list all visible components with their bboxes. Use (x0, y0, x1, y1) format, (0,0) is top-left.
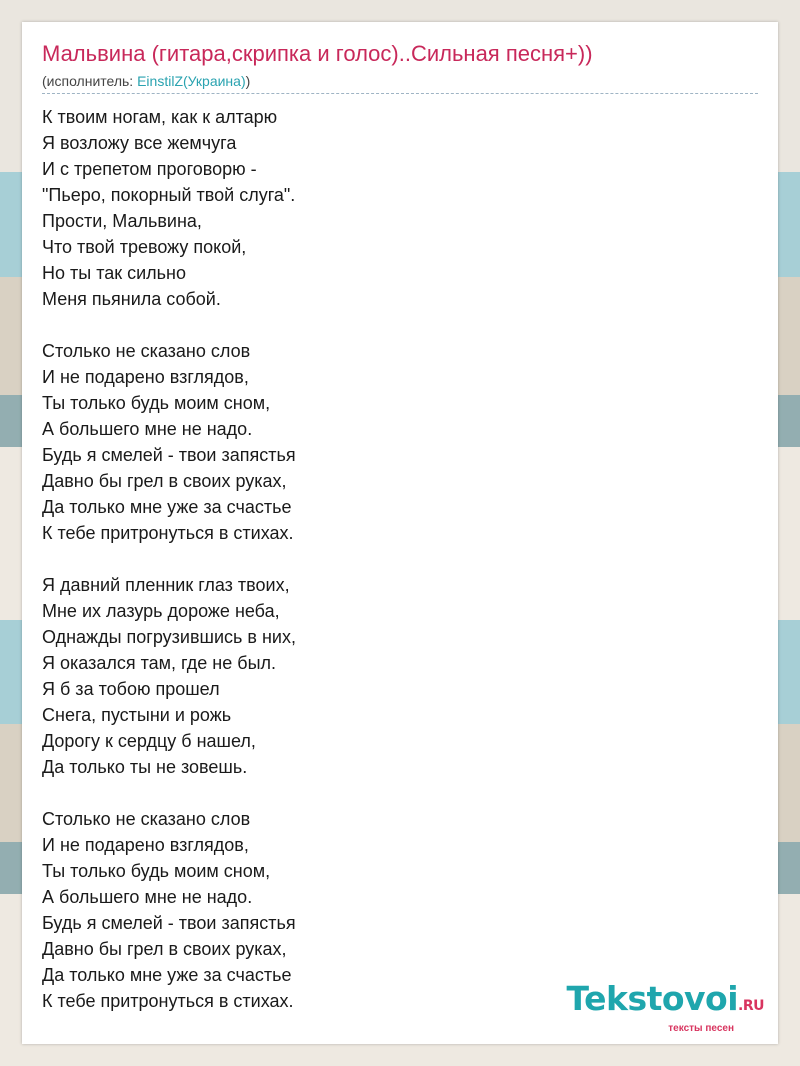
song-title: Мальвина (гитара,скрипка и голос)..Сильная песня+)) (42, 41, 593, 66)
lyric-line: Но ты так сильно (42, 263, 187, 283)
lyric-line: Снега, пустыни и рожь (42, 705, 232, 725)
lyric-line: Ты только будь моим сном, (42, 393, 271, 413)
lyric-line: Мне их лазурь дороже неба, (42, 601, 280, 621)
title-divider (42, 93, 758, 94)
lyric-line: Ты только будь моим сном, (42, 861, 271, 881)
lyric-line: Дорогу к сердцу б нашел, (42, 731, 256, 751)
lyric-line: Что твой тревожу покой, (42, 237, 247, 257)
lyric-line: Столько не сказано слов (42, 341, 251, 361)
artist-suffix: ) (245, 73, 251, 89)
stanza (42, 572, 742, 780)
artist-prefix: (исполнитель: (42, 73, 138, 89)
lyric-line: Да только мне уже за счастье (42, 497, 292, 517)
lyric-line: И с трепетом проговорю - (42, 159, 257, 179)
lyric-line: А большего мне не надо. (42, 419, 253, 439)
lyric-line: "Пьеро, покорный твой слуга". (42, 185, 296, 205)
lyric-line: И не подарено взглядов, (42, 835, 249, 855)
artist-link[interactable]: EinstilZ(Украина) (137, 73, 246, 89)
lyric-line: К тебе притронуться в стихах. (42, 523, 294, 543)
lyrics-card (22, 22, 778, 1044)
lyric-line: Давно бы грел в своих руках, (42, 471, 287, 491)
lyric-line: Я оказался там, где не был. (42, 653, 277, 673)
lyric-line: И не подарено взглядов, (42, 367, 249, 387)
lyric-line: Будь я смелей - твои запястья (42, 445, 296, 465)
logo-tagline: тексты песен (668, 1023, 734, 1034)
lyric-line: К твоим ногам, как к алтарю (42, 107, 278, 127)
logo-tld: .RU (738, 998, 764, 1014)
lyric-line: Давно бы грел в своих руках, (42, 939, 287, 959)
logo-wordmark (566, 979, 764, 1023)
lyric-line: Однажды погрузившись в них, (42, 627, 296, 647)
artist-line (42, 72, 250, 90)
site-logo[interactable] (566, 979, 764, 1034)
lyric-line: Да только мне уже за счастье (42, 965, 292, 985)
lyric-line: Меня пьянила собой. (42, 289, 221, 309)
lyric-line: Я возложу все жемчуга (42, 133, 237, 153)
lyric-line: Я б за тобою прошел (42, 679, 220, 699)
stanza (42, 338, 742, 546)
lyric-line: Будь я смелей - твои запястья (42, 913, 296, 933)
stanza (42, 104, 742, 312)
lyric-line: Я давний пленник глаз твоих, (42, 575, 290, 595)
lyric-line: К тебе притронуться в стихах. (42, 991, 294, 1011)
lyric-line: Прости, Мальвина, (42, 211, 202, 231)
logo-main-text: Tekstovoi (566, 979, 739, 1018)
lyric-line: Да только ты не зовешь. (42, 757, 248, 777)
lyrics-body (42, 104, 742, 1040)
lyric-line: Столько не сказано слов (42, 809, 251, 829)
lyric-line: А большего мне не надо. (42, 887, 253, 907)
